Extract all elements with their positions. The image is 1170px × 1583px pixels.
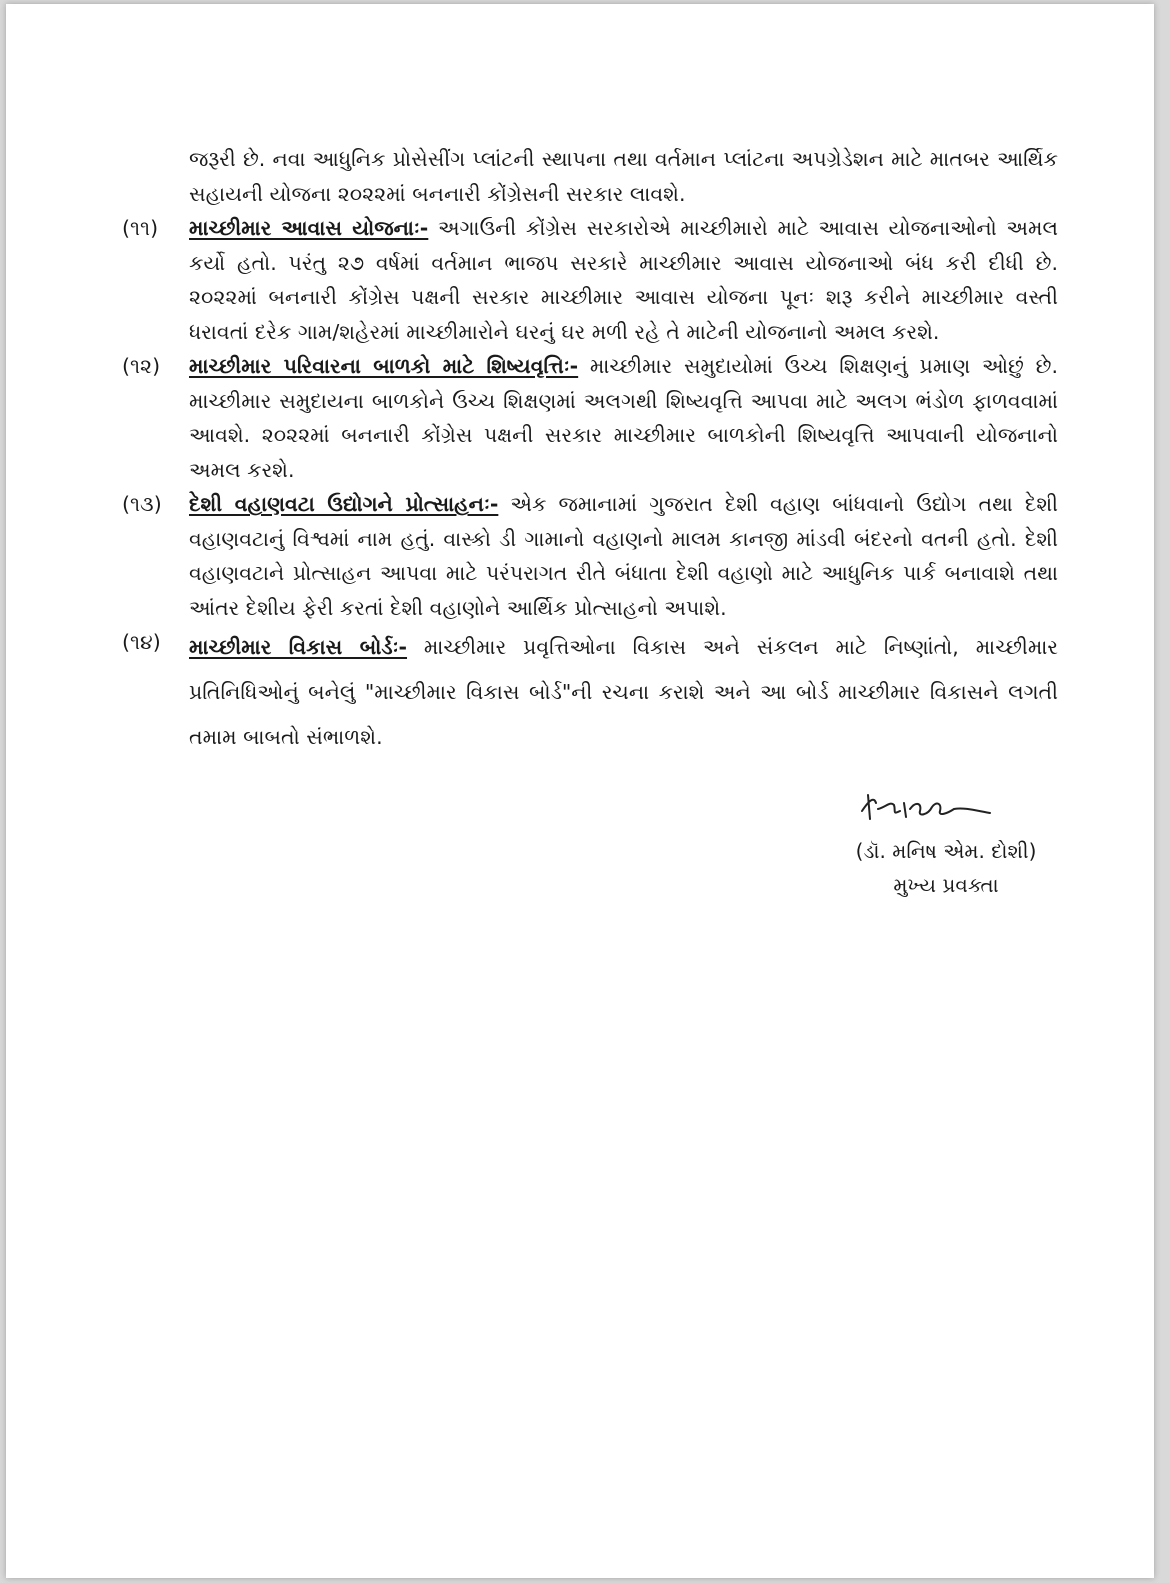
item-text: એક જમાનામાં ગુજરાત દેશી વહાણ બાંધવાનો ઉદ્યોગ તથા દેશી વહાણવટાનું વિશ્વમાં નામ હતું. વાસ્કો ડી ગામાનો વહાણનો માલમ કાનજી માંડવી બંદરનો વતની હતો. દેશી વહાણવટાને પ્રોત્સાહન આપવા માટે પરંપરાગત રીતે બંધાતા દેશી વહાણો માટે આધુનિક પાર્ક બનાવાશે તથા આંતર દેશીય ફેરી કરતાં દેશી વહાણોને આર્થિક પ્રોત્સાહનો અપાશે. (189, 492, 1058, 620)
item-body (189, 625, 1058, 760)
item-text: અગાઉની કોંગ્રેસ સરકારોએ માચ્છીમારો માટે આવાસ યોજનાઓનો અમલ કર્યો હતો. પરંતુ ૨૭ વર્ષમાં વર્તમાન ભાજપ સરકારે માચ્છીમાર આવાસ યોજનાઓ બંધ કરી દીધી છે. ૨૦૨૨માં બનનારી કોંગ્રેસ પક્ષની સરકાર માચ્છીમાર આવાસ યોજના પૂનઃ શરૂ કરીને માચ્છીમાર વસ્તી ધરાવતાં દરેક ગામ/શહેરમાં માચ્છીમારોને ઘરનું ઘર મળી રહે તે માટેની યોજનાનો અમલ કરશે. (189, 216, 1058, 344)
item-title: માચ્છીમાર પરિવારના બાળકો માટે શિષ્યવૃત્તિઃ- (189, 354, 579, 378)
signatory-name: (ડૉ. મનિષ એમ. દોશી) (855, 839, 1037, 863)
item-body (189, 487, 1058, 625)
list-item-12 (122, 349, 1058, 487)
item-text: માચ્છીમાર પ્રવૃત્તિઓના વિકાસ અને સંકલન માટે નિષ્ણાંતો, માચ્છીમાર પ્રતિનિધિઓનું બનેલું "માચ્છીમાર વિકાસ બોર્ડ"ની રચના કરાશે અને આ બોર્ડ માચ્છીમાર વિકાસને લગતી તમામ બાબતો સંભાળશે. (189, 635, 1058, 749)
item-title: દેશી વહાણવટા ઉદ્યોગને પ્રોત્સાહનઃ- (189, 492, 499, 516)
item-body (189, 211, 1058, 349)
item-title: માચ્છીમાર વિકાસ બોર્ડઃ- (189, 635, 408, 659)
signatory-role: મુખ્ય પ્રવક્તા (893, 873, 999, 897)
document-page (6, 4, 1154, 1578)
list-item-13 (122, 487, 1058, 625)
list-item-14 (122, 625, 1058, 760)
intro-paragraph: જરૂરી છે. નવા આધુનિક પ્રોસેસીંગ પ્લાંટની સ્થાપના તથા વર્તમાન પ્લાંટના અપગ્રેડેશન માટે માતબર આર્થિક સહાયની યોજના ૨૦૨૨માં બનનારી કોંગ્રેસની સરકાર લાવશે. (189, 147, 1058, 206)
item-text: માચ્છીમાર સમુદાયોમાં ઉચ્ચ શિક્ષણનું પ્રમાણ ઓછું છે. માચ્છીમાર સમુદાયના બાળકોને ઉચ્ચ શિક્ષણમાં અલગથી શિષ્યવૃત્તિ આપવા માટે અલગ ભંડોળ ફાળવવામાં આવશે. ૨૦૨૨માં બનનારી કોંગ્રેસ પક્ષની સરકાર માચ્છીમાર બાળકોની શિષ્યવૃત્તિ આપવાની યોજનાનો અમલ કરશે. (189, 354, 1058, 482)
document-body (122, 142, 1058, 760)
item-number: (૧૪) (122, 630, 161, 654)
item-body (189, 349, 1058, 487)
item-number: (૧૧) (122, 216, 159, 240)
list-item-11 (122, 211, 1058, 349)
item-title: માચ્છીમાર આવાસ યોજનાઃ- (189, 216, 429, 240)
item-number: (૧૨) (122, 354, 161, 378)
handwritten-signature (856, 789, 996, 829)
item-number: (૧૩) (122, 492, 162, 516)
